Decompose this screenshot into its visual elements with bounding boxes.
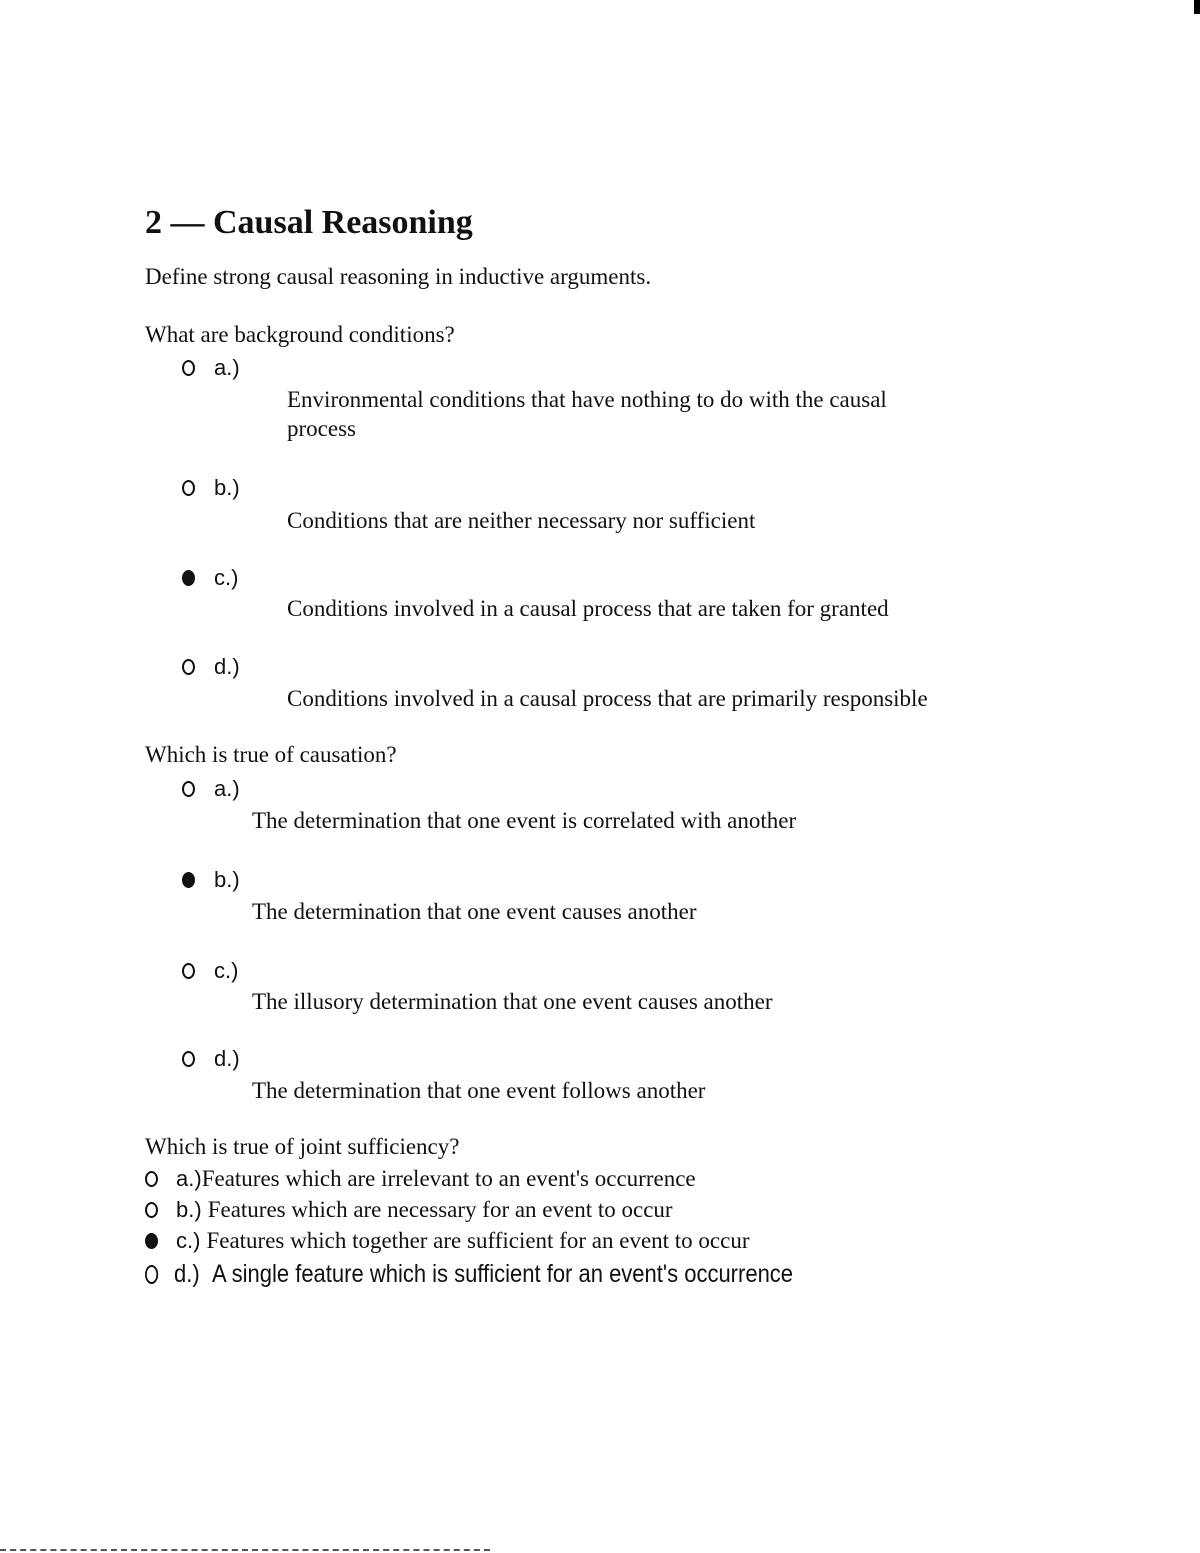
radio-empty-icon[interactable]	[145, 1265, 158, 1284]
q2-option-c-text: The illusory determination that one event causes another	[252, 989, 773, 1014]
option-letter: c.)	[214, 565, 239, 590]
option-letter: a.)	[214, 355, 240, 380]
radio-empty-icon[interactable]	[182, 480, 195, 496]
q2-option-b[interactable]	[182, 867, 240, 893]
q1-option-b[interactable]	[182, 475, 240, 501]
radio-empty-icon[interactable]	[182, 963, 195, 979]
radio-filled-icon[interactable]	[145, 1233, 158, 1249]
radio-empty-icon[interactable]	[182, 781, 195, 797]
q1-option-a[interactable]	[182, 355, 240, 381]
option-letter: b.)	[214, 475, 240, 500]
option-letter: a.)	[214, 776, 240, 801]
option-letter: b.)	[214, 867, 240, 892]
radio-filled-icon[interactable]	[182, 570, 195, 586]
option-text: Features which are necessary for an event to occur	[207, 1197, 673, 1222]
question-3: Which is true of joint sufficiency?	[145, 1134, 460, 1159]
scan-corner-mark	[1194, 0, 1200, 14]
q2-option-b-text: The determination that one event causes another	[252, 899, 697, 924]
option-letter: d.)	[174, 1260, 200, 1288]
radio-empty-icon[interactable]	[182, 659, 195, 675]
option-letter: b.)	[176, 1197, 202, 1222]
radio-empty-icon[interactable]	[182, 360, 195, 376]
q1-option-d-text: Conditions involved in a causal process that are primarily responsible	[287, 686, 928, 711]
option-letter: d.)	[214, 1046, 240, 1071]
q2-option-c[interactable]	[182, 958, 238, 984]
q2-option-d[interactable]	[182, 1046, 240, 1072]
q1-option-c[interactable]	[182, 565, 238, 591]
q2-option-d-text: The determination that one event follows another	[252, 1078, 706, 1103]
q1-option-b-text: Conditions that are neither necessary nor sufficient	[287, 508, 756, 533]
q2-option-a[interactable]	[182, 776, 240, 802]
radio-empty-icon[interactable]	[145, 1171, 158, 1187]
radio-empty-icon[interactable]	[182, 1051, 195, 1067]
option-letter: c.)	[214, 958, 239, 983]
q1-option-d[interactable]	[182, 654, 240, 680]
option-text: Features which are irrelevant to an event's occurrence	[201, 1166, 696, 1191]
option-letter: c.)	[176, 1228, 201, 1253]
radio-filled-icon[interactable]	[182, 872, 195, 888]
page-title: 2 — Causal Reasoning	[145, 204, 473, 241]
radio-empty-icon[interactable]	[145, 1202, 158, 1218]
q3-option-c[interactable]	[145, 1228, 750, 1254]
q3-option-b[interactable]	[145, 1197, 673, 1223]
question-2: Which is true of causation?	[145, 742, 397, 767]
q1-option-a-text: Environmental conditions that have nothing to do with the causal process	[287, 387, 887, 441]
scan-bottom-edge	[0, 1549, 490, 1551]
prompt-text: Define strong causal reasoning in inductive arguments.	[145, 264, 652, 289]
option-text: Features which together are sufficient for an event to occur	[206, 1228, 750, 1253]
q3-option-a[interactable]	[145, 1166, 696, 1192]
q2-option-a-text: The determination that one event is correlated with another	[252, 808, 797, 833]
q3-option-d[interactable]	[145, 1260, 793, 1289]
option-letter: a.)	[176, 1166, 202, 1191]
question-1: What are background conditions?	[145, 322, 455, 347]
q1-option-c-text: Conditions involved in a causal process that are taken for granted	[287, 596, 889, 621]
option-text: A single feature which is sufficient for an event's occurrence	[212, 1260, 794, 1288]
option-letter: d.)	[214, 654, 240, 679]
